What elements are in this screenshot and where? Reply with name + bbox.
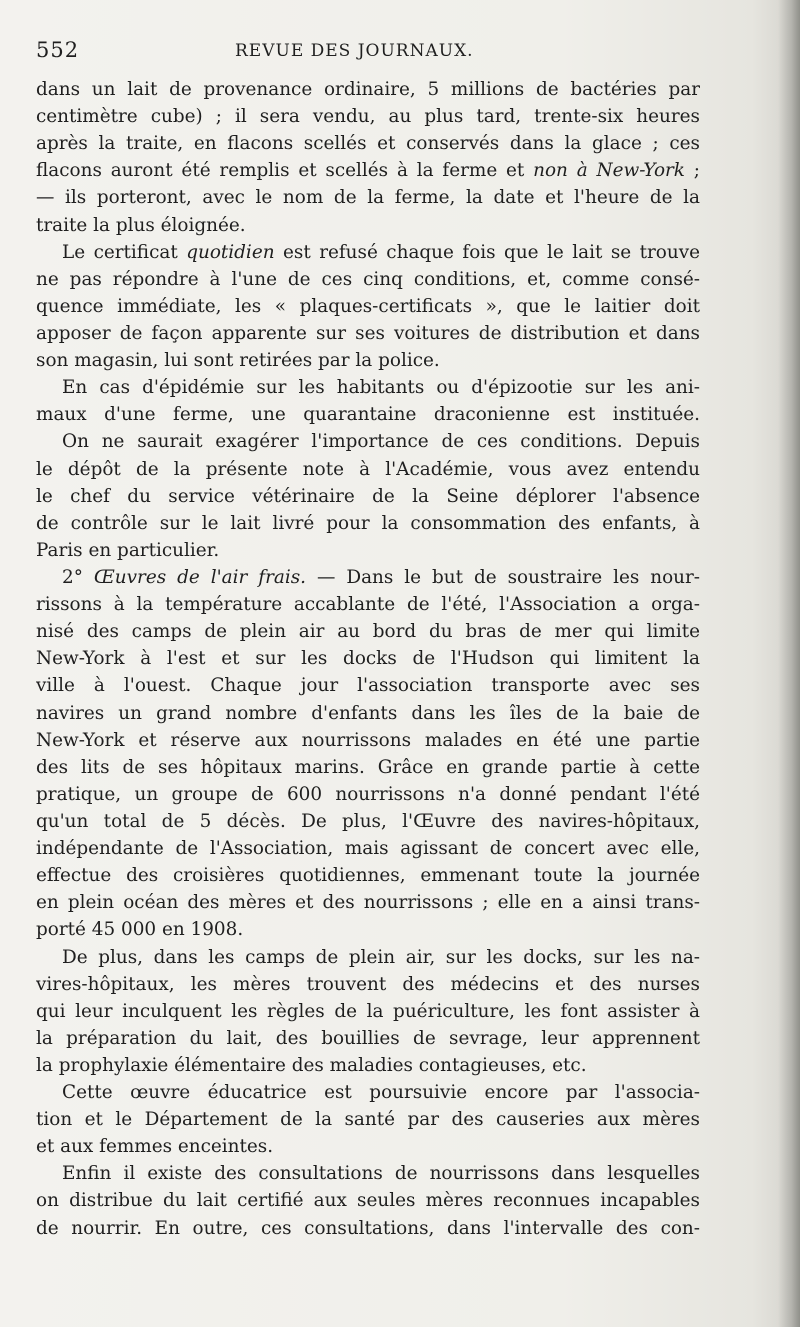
text-run: la prophylaxie élémentaire des maladies contagieuses, etc. [36,1054,587,1076]
text-run: de nourrir. En outre, ces consultations, dans l'intervalle des con- [36,1217,700,1239]
text-line [36,239,700,266]
text-line [36,781,700,808]
text-run: qui leur inculquent les règles de la puériculture, les font assister à [36,1000,700,1022]
italic-run: quotidien [186,241,275,263]
text-run: de contrôle sur le lait livré pour la consommation des enfants, à [36,512,700,534]
text-line [36,157,700,184]
text-line [36,266,700,293]
text-line [36,184,700,211]
text-run: en plein océan des mères et des nourrissons ; elle en a ainsi trans- [36,892,700,914]
text-run: on distribue du lait certifié aux seules mères reconnues incapables [36,1190,700,1212]
text-line [36,564,700,591]
text-run: le dépôt de la présente note à l'Académie, vous avez entendu [36,458,700,480]
text-run: maux d'une ferme, une quarantaine draconienne est instituée. [36,404,700,426]
text-run: après la traite, en flacons scellés et conservés dans la glace ; ces [36,133,700,155]
text-run: indépendante de l'Association, mais agissant de concert avec elle, [36,838,700,860]
text-line [36,1215,700,1242]
text-run: quence immédiate, les « plaques-certificats », que le laitier doit [36,295,700,317]
text-run: Le certificat [62,241,187,263]
text-line [36,1133,700,1160]
text-run: des lits de ses hôpitaux marins. Grâce en grande partie à cette [36,756,700,778]
text-line [36,130,700,157]
text-line [36,1079,700,1106]
text-line [36,103,700,130]
text-line [36,808,700,835]
text-line [36,320,700,347]
text-line [36,916,700,943]
text-run: De plus, dans les camps de plein air, sur les docks, sur les na- [62,946,700,968]
text-run: 2° [62,566,94,588]
text-line [36,537,700,564]
text-run: traite la plus éloignée. [36,214,246,236]
page-number: 552 [36,38,80,62]
text-line [36,76,700,103]
text-run: New-York et réserve aux nourrissons malades en été une partie [36,729,700,751]
text-line [36,510,700,537]
text-run: On ne saurait exagérer l'importance de ces conditions. Depuis [62,431,700,453]
text-line [36,293,700,320]
body-text [36,76,700,1242]
text-run: Cette œuvre éducatrice est poursuivie encore par l'associa- [62,1082,700,1104]
text-line [36,889,700,916]
text-run: effectue des croisières quotidiennes, emmenant toute la journée [36,865,700,887]
text-run: nisé des camps de plein air au bord du bras de mer qui limite [36,621,700,643]
text-line [36,618,700,645]
running-head: REVUE DES JOURNAUX. [235,41,474,61]
text-run: est refusé chaque fois que le lait se trouve [274,241,700,263]
text-run: flacons auront été remplis et scellés à la ferme et [36,160,534,182]
text-run: porté 45 000 en 1908. [36,919,244,941]
text-run: En cas d'épidémie sur les habitants ou d'épizootie sur les ani- [62,377,700,399]
text-run: son magasin, lui sont retirées par la police. [36,350,440,372]
text-run: — Dans le but de soustraire les nour- [306,566,700,588]
text-line [36,727,700,754]
page-edge-shadow [778,0,800,1327]
text-line [36,971,700,998]
text-line [36,700,700,727]
text-line [36,998,700,1025]
text-line [36,1160,700,1187]
text-run: New-York à l'est et sur les docks de l'Hudson qui limitent la [36,648,700,670]
text-run: apposer de façon apparente sur ses voitures de distribution et dans [36,322,700,344]
text-line [36,483,700,510]
italic-run: Œuvres de l'air frais. [93,566,306,588]
text-line [36,456,700,483]
text-run: rissons à la température accablante de l'été, l'Association a orga- [36,594,700,616]
text-line [36,672,700,699]
text-run: ne pas répondre à l'une de ces cinq conditions, et, comme consé- [36,268,700,290]
text-run: le chef du service vétérinaire de la Seine déplorer l'absence [36,485,700,507]
text-run: la préparation du lait, des bouillies de sevrage, leur apprennent [36,1027,700,1049]
text-line [36,401,700,428]
text-line [36,374,700,401]
text-run: et aux femmes enceintes. [36,1136,274,1158]
text-line [36,591,700,618]
text-run: ; [684,160,700,182]
text-run: qu'un total de 5 décès. De plus, l'Œuvre des navires-hôpitaux, [36,810,700,832]
text-run: Enfin il existe des consultations de nourrissons dans lesquelles [62,1163,700,1185]
page-header [36,38,686,68]
text-line [36,944,700,971]
text-line [36,1052,700,1079]
italic-run: non à New-York [533,160,685,182]
text-run: navires un grand nombre d'enfants dans les îles de la baie de [36,702,700,724]
text-run: pratique, un groupe de 600 nourrissons n'a donné pendant l'été [36,783,700,805]
text-run: ville à l'ouest. Chaque jour l'association transporte avec ses [36,675,700,697]
text-run: vires-hôpitaux, les mères trouvent des médecins et des nurses [36,973,700,995]
text-run: centimètre cube) ; il sera vendu, au plus tard, trente-six heures [36,106,700,128]
text-line [36,428,700,455]
text-line [36,862,700,889]
text-run: — ils porteront, avec le nom de la ferme, la date et l'heure de la [36,187,700,209]
text-line [36,1106,700,1133]
text-run: dans un lait de provenance ordinaire, 5 millions de bactéries par [36,79,700,100]
text-line [36,212,700,239]
text-line [36,1025,700,1052]
text-run: tion et le Département de la santé par des causeries aux mères [36,1109,700,1131]
text-line [36,347,700,374]
text-line [36,754,700,781]
text-line [36,835,700,862]
text-run: Paris en particulier. [36,539,220,561]
text-line [36,645,700,672]
text-line [36,1187,700,1214]
